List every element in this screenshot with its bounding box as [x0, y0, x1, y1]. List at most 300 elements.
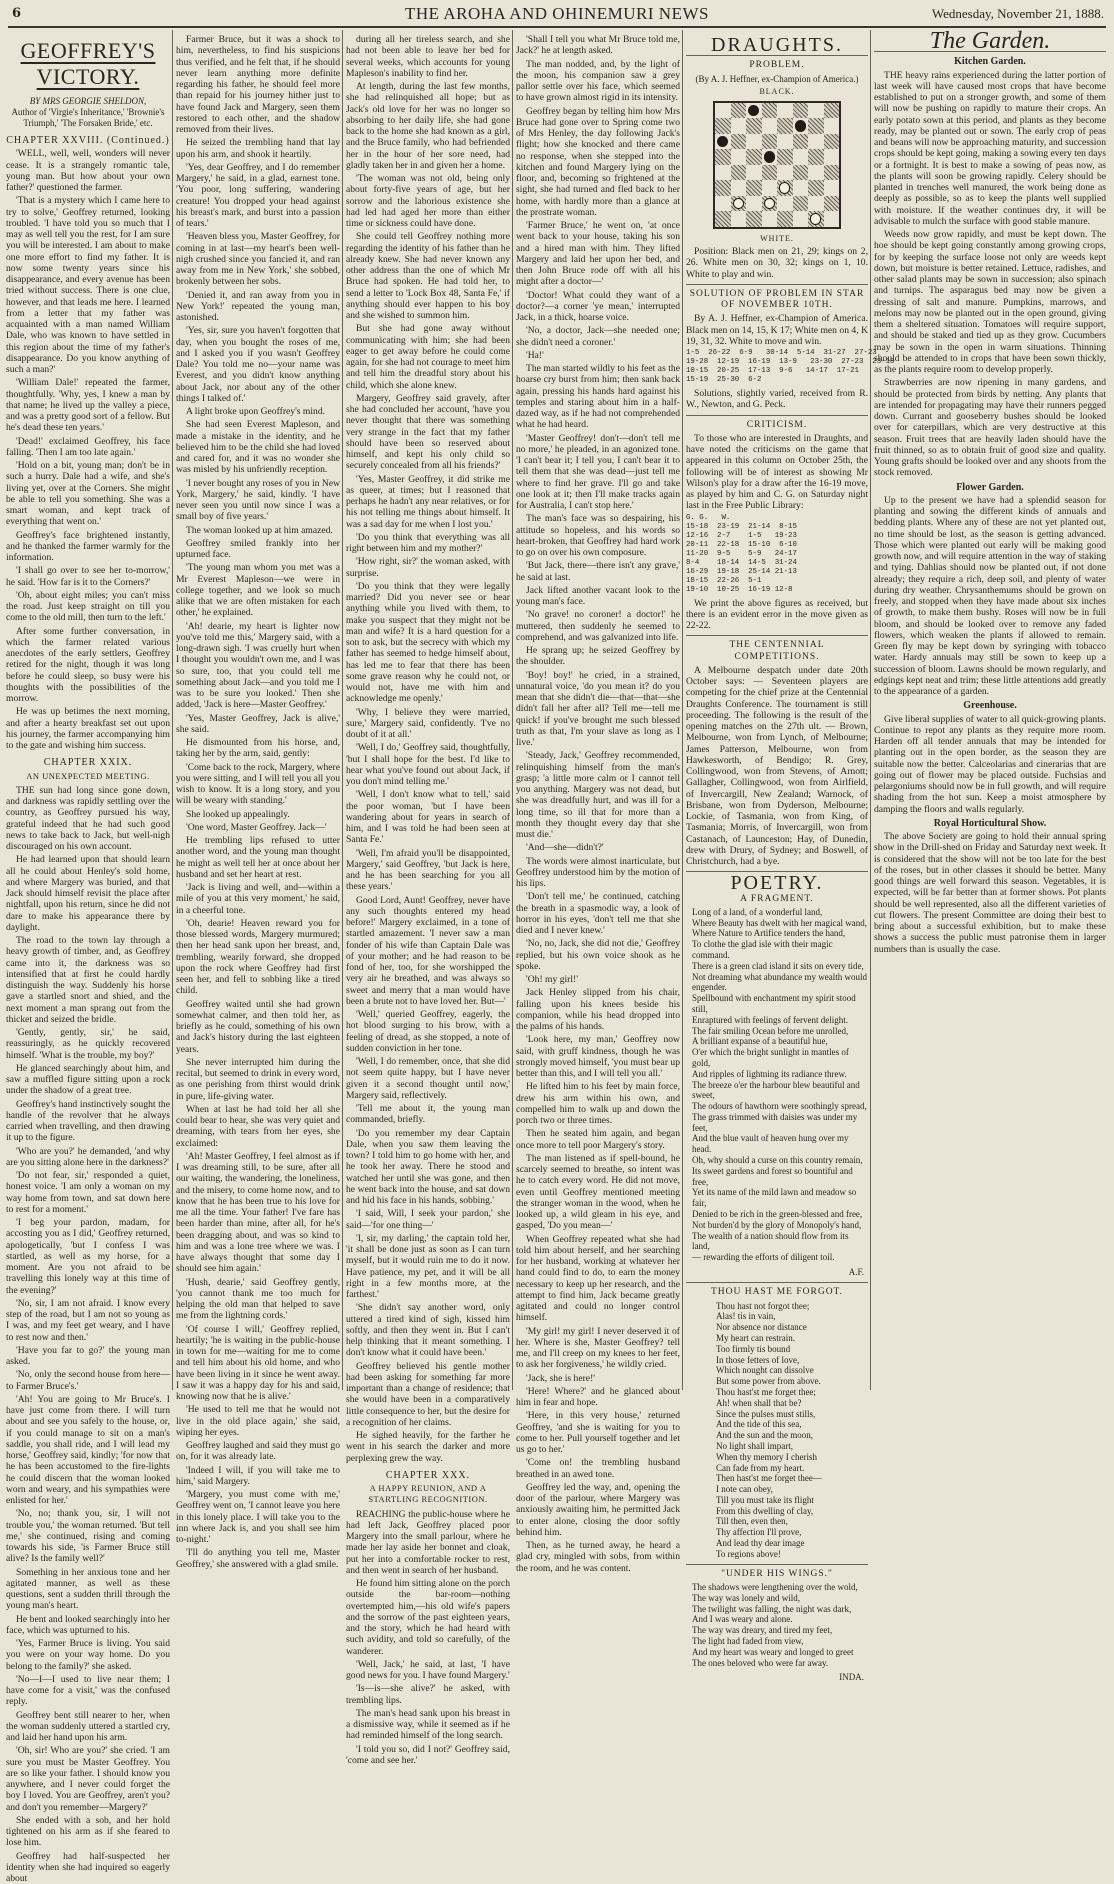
paragraph: He had learned upon that should learn all he could about Henley's sold home, and where Margery was buried, and that Jack should himself revisit the place after nightfall, upon his return, since he did not dare to make his appearance there by daylight.: [6, 854, 170, 933]
paragraph: 'Well, I do remember, once, that she did not seem quite happy, but I have never given it a second thought until now,' Margery said, reflectively.: [346, 1056, 510, 1101]
verse-line: The shadows were lengthening over the wold,: [692, 1582, 868, 1593]
white-piece: [810, 213, 821, 224]
board-square: [731, 196, 747, 212]
paragraph: 'Jack is living and well, and—within a mile of you at this very moment,' he said, in a cheerful tone.: [176, 882, 340, 916]
paragraph: 'Farmer Bruce,' he went on, 'at once went back to your house, taking his son and a hired man with him. They lifted Margery and laid her upon her bed, and then John Bruce rode off with all his might after a doctor—': [516, 220, 680, 288]
paragraph: 'Well, I don't know what to tell,' said the poor woman, 'but I have been wandering about for years in search of him, and I was told he had been seen at Santa Fe.': [346, 789, 510, 845]
draughts-board: [713, 101, 841, 229]
board-square: [715, 165, 731, 181]
board-square: [731, 149, 747, 165]
verse-line: But some power from above.: [716, 1376, 868, 1387]
verse-line: And I was weary and alone.: [692, 1614, 868, 1625]
paragraph: Geoffrey smiled frankly into her upturned face.: [176, 538, 340, 561]
board-square: [762, 211, 778, 227]
poem-title: "UNDER HIS WINGS.": [686, 1569, 868, 1580]
verse-line: Ah! when shall that be?: [716, 1398, 868, 1409]
paragraph: 'Don't tell me,' he continued, catching the breath in a spasmodic way, a look of horror in his eyes, 'don't tell me that she died and I never knew.': [516, 891, 680, 936]
verse-line: In those fetters of love,: [716, 1355, 868, 1366]
verse-line: The odours of hawthorn were soothingly spread,: [692, 1101, 868, 1112]
criticism-note: We print the above figures as received, but there is an evident error in the move given as 22-22.: [686, 598, 868, 632]
paragraph: THE heavy rains experienced during the latter portion of last week will have caused most crops that have become established to put on a stronger growth, and some of them will now be pushing on rapidly to mature their crops. An early potato sown at this period, and plants as they become ready, may be planted out or sown. The early crop of peas and beans will now be approaching maturity, and succession crops should be kept going, making a sowing every ten days or a fortnight. It is best to make a sowing of peas now, as the plants will soon be growing rapidly. Celery should be planted in trenches well manured, the work being done as deeply as possible, so as to keep the plants well supplied with moisture. If the weather continues dry, it will be advisable to mulch the surface with good stable manure.: [874, 70, 1106, 228]
white-piece: [764, 198, 775, 209]
board-square: [824, 165, 840, 181]
verse-line: Thy affection I'll prove,: [716, 1527, 868, 1538]
solution-note: Solutions, slightly varied, received from R. W., Newton, and G. Peck.: [686, 388, 868, 411]
paragraph: 'Who are you?' he demanded, 'and why are you sitting alone here in the darkness?': [6, 1146, 170, 1169]
divider: [686, 284, 868, 285]
paragraph: 'Yes, Farmer Bruce is living. You said you were on your way home. Do you belong to the family?' she asked.: [6, 1638, 170, 1672]
board-square: [746, 149, 762, 165]
paragraph: Jack lifted another vacant look to the young man's face.: [516, 585, 680, 608]
column-divider: [682, 30, 683, 1390]
paragraph: But she had gone away without communicating with him; she had been eager to get away before he could come again, for she had not courage to meet him and tell him the dreadful story about his child, which she alone knew.: [346, 323, 510, 391]
paragraph: Geoffrey's hand instinctively sought the handle of the revolver that he always carried when travelling, and then drawing it up to the figure.: [6, 1099, 170, 1144]
board-square: [762, 196, 778, 212]
board-square: [793, 211, 809, 227]
verse-line: To regions above!: [716, 1549, 868, 1560]
paragraph: The words were almost inarticulate, but Geoffrey understood him by the motion of his lips.: [516, 856, 680, 890]
divider: [686, 415, 868, 416]
board-square: [762, 165, 778, 181]
paragraph: The road to the town lay through a heavy growth of timber, and, as Geoffrey came into it, the darkness was so intensified that at first he could hardly distinguish the way. Suddenly his horse gave a startled snort and shied, and the next moment a man sprang out from the thicket and seized the bridle.: [6, 935, 170, 1025]
board-square: [793, 180, 809, 196]
divider: [686, 635, 868, 636]
verse-line: Yet its name of the mild lawn and meadow so fair,: [692, 1187, 868, 1209]
paragraph: 'Oh! my girl!': [516, 974, 680, 985]
column-divider: [172, 30, 173, 1390]
board-square: [746, 103, 762, 119]
verse-line: Alas! tis in vain,: [716, 1311, 868, 1322]
paragraph: 'And—she—didn't?': [516, 842, 680, 853]
paragraph: The man nodded, and, by the light of the moon, his companion saw a grey pallor settle over his face, which seemed to have grown almost rigid in its intensity.: [516, 59, 680, 104]
paragraph: 'Yes, Master Geoffrey, it did strike me as queer, at times; but I reasoned that perhaps he hadn't any near relatives, or for his not telling me things about himself. It was a sad day for me when I lost you.': [346, 474, 510, 530]
verse-line: A brilliant expanse of a beautiful hue,: [692, 1036, 868, 1047]
paragraph: REACHING the public-house where he had left Jack, Geoffrey placed poor Margery into the small parlour, where he made her lay aside her bonnet and cloak, put her into a comfortable rocker to rest, and then went in search of her husband.: [346, 1509, 510, 1577]
poem-verse: [692, 1582, 868, 1668]
paragraph: He dismounted from his horse, and, taking her by the arm, said, gently:: [176, 737, 340, 760]
verse-line: Enraptured with feelings of fervent delight.: [692, 1015, 868, 1026]
verse-line: Denied to be rich in the green-blessed and free,: [692, 1209, 868, 1220]
story-text: [346, 34, 510, 1464]
board-square: [793, 103, 809, 119]
verse-line: Can fade from my heart.: [716, 1463, 868, 1474]
paragraph: 'No, no, Jack, she did not die,' Geoffrey replied, but his own voice shook as he spoke.: [516, 938, 680, 972]
black-piece: [748, 105, 759, 116]
board-square: [715, 118, 731, 134]
board-square: [793, 134, 809, 150]
paragraph: 'WELL, well, well, wonders will never cease. It is a strangely romantic tale, young man. But how about your own father?' questioned the farmer.: [6, 148, 170, 193]
paragraph: She never interrupted him during the recital, but seemed to drink in every word, as one perishing from thirst would drink in pure, life-giving water.: [176, 1057, 340, 1102]
board-square: [824, 118, 840, 134]
paragraph: 'I never bought any roses of you in New York, Margery,' he said, kindly. 'I have never seen you until now since I was a small boy of five years.': [176, 478, 340, 523]
paragraph: 'I'll do anything you tell me, Master Geoffrey,' she answered with a glad smile.: [176, 1547, 340, 1570]
garden-text: [874, 495, 1106, 698]
paragraph: The man listened as if spell-bound, he scarcely seemed to breathe, so intent was he to catch every word. He did not move, even until Geoffrey mentioned meeting the stranger woman in the wood, when he looked up, a wild gleam in his eye, and gasped, 'Do you mean—': [516, 1153, 680, 1232]
paragraph: He seized the trembling hand that lay upon his arm, and shook it heartily.: [176, 137, 340, 160]
board-square: [715, 103, 731, 119]
column-1: [6, 34, 170, 1386]
verse-line: And lead thy dear image: [716, 1538, 868, 1549]
white-label: WHITE.: [686, 233, 868, 244]
story-text: [516, 34, 680, 1574]
paragraph: 'Hush, dearie,' said Geoffrey gently, 'you cannot thank me too much for helping the old man that helped to save me from the lightning cords.': [176, 1277, 340, 1322]
paragraph: 'No, only the second house from here—to Farmer Bruce's.': [6, 1369, 170, 1392]
board-square: [731, 134, 747, 150]
board-square: [731, 103, 747, 119]
poem-title: A FRAGMENT.: [686, 894, 868, 905]
black-piece: [795, 120, 806, 131]
poem-verse: [716, 1301, 868, 1560]
garden-text: [874, 714, 1106, 815]
board-square: [808, 211, 824, 227]
paragraph: Geoffrey bent still nearer to her, when the woman suddenly uttered a startled cry, and laid her hand upon his arm.: [6, 1710, 170, 1744]
board-square: [715, 211, 731, 227]
board-square: [793, 149, 809, 165]
paragraph: 'No grave! no coroner! a doctor!' he muttered, then suddenly he seemed to comprehend, and was galvanized into life.: [516, 609, 680, 643]
paragraph: Geoffrey had half-suspected her identity when she had inquired so eagerly about: [6, 1851, 170, 1884]
paragraph: He lifted him to his feet by main force, drew his arm within his own, and compelled him to walk up and down the porch two or three times.: [516, 1081, 680, 1126]
board-square: [731, 165, 747, 181]
story-text: [6, 785, 170, 1884]
board-square: [808, 180, 824, 196]
paragraph: 'Tell me about it, the young man commanded, briefly.: [346, 1103, 510, 1126]
board-square: [777, 149, 793, 165]
paragraph: 'Here! Where?' and he glanced about him in fear and hope.: [516, 1386, 680, 1409]
paragraph: The above Society are going to hold their annual spring show in the Drill-shed on Friday and Saturday next week. It is considered that the show will not be too late for the best of the roses, but in other classes it should be better. Many good things are well forward this season. Vegetables, it is expected, will be far better than at former shows. Pot plants should be well represented, also all the different varieties of cut flowers. The present Committee are doing their best to bring about a successful exhibition, but to make these shows a success the public must patronise them in larger numbers than is usually the case.: [874, 831, 1106, 955]
paragraph: Something in her anxious tone and her agitated manner, as well as these questions, sent a sudden thrill through the young man's heart.: [6, 1567, 170, 1612]
paragraph: Strawberries are now ripening in many gardens, and should be protected from birds by netting. Any plants that are intended for propagating may have their runners pegged down. Currant and gooseberry bushes should be looked over for caterpillars, which are very destructive at this season. Fruit trees that are heavily laden should have the fruit thinned, so as to obtain fruit of good size and quality. Young grafts should be looked over and any shoots from the stock removed.: [874, 377, 1106, 478]
paragraph: He bent and looked searchingly into her face, which was upturned to his.: [6, 1614, 170, 1637]
paragraph: She had seen Everest Mapleson, and made a mistake in the identity, and he believed him to be the child she had loved and cared for, and it was no wonder she was misled by his unfriendly reception.: [176, 419, 340, 475]
paragraph: 'Ha!': [516, 350, 680, 361]
story-text: [6, 148, 170, 751]
board-square: [824, 103, 840, 119]
issue-date: Wednesday, November 21, 1888.: [932, 6, 1104, 22]
verse-line: Which nought can dissolve: [716, 1365, 868, 1376]
board-square: [793, 196, 809, 212]
verse-line: And the tide of this sea,: [716, 1419, 868, 1430]
verse-line: — rewarding the efforts of diligent toil.: [692, 1252, 868, 1263]
divider: [686, 1282, 868, 1283]
paragraph: 'Dead!' exclaimed Geoffrey, his face falling. 'Then I am too late again.': [6, 436, 170, 459]
verse-line: The way was lonely and wild,: [692, 1593, 868, 1604]
solution-text: By A. J. Heffner, ex-Champion of America. Black men on 14, 15, K 17; White men on 4, K 19, 31, 32. White to move and win.: [686, 313, 868, 347]
column-2: [176, 34, 340, 1386]
paragraph: 'Ah! You are going to Mr Bruce's. I have just come from there. I will turn about and see you safely to the house, or, if you could manage to sit on a man's saddle, you shall ride, and I will lead my horse,' Geoffrey said, kindly; 'for now that he has been accustomed to the fire-lights he could discern that the woman looked worn and weary, and his sympathies were enlisted for her.': [6, 1394, 170, 1507]
paragraph: 'Margery, you must come with me,' Geoffrey went on, 'I cannot leave you here in this lonely place. I will take you to the inn where Jack is, and you shall see him to-night.': [176, 1489, 340, 1545]
chapter-subtitle: AN UNEXPECTED MEETING.: [6, 771, 170, 782]
paragraph: 'Denied it, and ran away from you in New York!' repeated the young man, astonished.: [176, 290, 340, 324]
problem-position: Position: Black men on 21, 29; kings on 2, 26. White men on 30, 32; kings on 1, 10. White to play and win.: [686, 246, 868, 280]
paragraph: 'Jack, she is here!': [516, 1373, 680, 1384]
verse-line: Oh, why should a curse on this country remain,: [692, 1155, 868, 1166]
board-square: [746, 196, 762, 212]
paragraph: 'No, no; thank you, sir, I will not trouble you,' the woman returned. 'But tell me,' she continued, rising and coming towards his side, 'is Farmer Bruce still alive? Is the family well?': [6, 1508, 170, 1564]
column-5: [686, 34, 868, 1386]
board-square: [731, 180, 747, 196]
paragraph: 'Oh, sir! Who are you?' she cried. 'I am sure you must be Master Geoffrey. You are so like your father. I should know you anywhere, and I never could forget the boy I loved. You are Geoffrey, aren't you? and don't you remember—Margery?': [6, 1745, 170, 1813]
paragraph: He was up betimes the next morning, and after a hearty breakfast set out upon his journey, the farmer accompanying him to the gate and wishing him success.: [6, 706, 170, 751]
paragraph: 'Come on! the trembling husband breathed in an awed tone.: [516, 1457, 680, 1480]
problem-label: PROBLEM.: [686, 60, 868, 71]
board-square: [777, 134, 793, 150]
verse-line: No light shall impart,: [716, 1441, 868, 1452]
verse-line: Thou hast not forgot thee;: [716, 1301, 868, 1312]
verse-line: Its sweet gardens and forest so bountiful and free,: [692, 1166, 868, 1188]
paragraph: 'Do you think that they were legally married? Did you never see or hear anything while you lived with them, to make you suspect that they might not be man and wife? It is a hard question for a son to ask, but the secrecy with which my father has seemed to hedge himself about, has led me to fear that there has been some grave reason why he could not, or would not, have me with him and acknowledge me openly.': [346, 581, 510, 705]
paragraph: 'Hold on a bit, young man; don't be in such a hurry. Dale had a wife, and she's living yet, over at the Corners. She might be able to tell you something. She was a smart woman, and kept track of everything that went on.': [6, 460, 170, 528]
verse-line: Since the pulses must stills,: [716, 1409, 868, 1420]
poem-title: THOU HAST ME FORGOT.: [686, 1287, 868, 1298]
verse-line: Not burden'd by the glory of Monopoly's hand,: [692, 1220, 868, 1231]
verse-line: When thy memory I cherish: [716, 1452, 868, 1463]
paragraph: 'Is—is—she alive?' he asked, with trembling lips.: [346, 1683, 510, 1706]
board-square: [808, 118, 824, 134]
verse-line: Nor absence nor distance: [716, 1322, 868, 1333]
garden-title: The Garden.: [874, 36, 1106, 47]
board-square: [824, 211, 840, 227]
board-square: [762, 118, 778, 134]
masthead: [0, 0, 1114, 26]
paragraph: 'Yes, dear Geoffrey, and I do remember Margery,' he said, in a glad, earnest tone. 'You poor, long suffering, wandering creature! You dropped your head against his breast's mark, and burst into a passion of tears.': [176, 162, 340, 230]
board-square: [777, 118, 793, 134]
board-square: [793, 118, 809, 134]
solution-moves: 1-5 26-22 6-9 30-14 5-14 31-27 27-23 19-28 12-19 16-19 13-9 23-30 27-23 23-18 10-15 20-25 17-13 9-6 14-17 17-21 15-19 25-30 6-2: [686, 349, 868, 385]
verse-line: The fair smiling Ocean before me unrolled,: [692, 1026, 868, 1037]
newspaper-title: THE AROHA AND OHINEMURI NEWS: [0, 4, 1114, 24]
paragraph: Give liberal supplies of water to all quick-growing plants. Continue to repot any plants as they require more room. Harden off all tender annuals that may be intended for planting out in the open border, as the season they are suitable now the better. Calceolarias and cinerarias that are going out of flower may be placed outside. Fuchsias and pelargoniums should now be in full growth, and will require shading from the hot sun. Keep a moist atmosphere by damping the floors and walls regularly.: [874, 714, 1106, 815]
verse-line: Not dreaming what abundance my wealth would engender.: [692, 972, 868, 994]
paragraph: 'I told you so, did I not?' Geoffrey said, 'come and see her.': [346, 1744, 510, 1767]
paragraph: He glanced searchingly about him, and saw a muffled figure sitting upon a rock under the shadow of a great tree.: [6, 1063, 170, 1097]
solution-title: SOLUTION OF PROBLEM IN STAR OF NOVEMBER 10TH.: [686, 289, 868, 312]
verse-line: Too firmly tis bound: [716, 1344, 868, 1355]
paragraph: 'No, a doctor, Jack—she needed one; she didn't need a coroner.': [516, 325, 680, 348]
paragraph: 'That is a mystery which I came here to try to solve,' Geoffrey returned, looking troubled. 'I have told you so much that I may as well tell you the rest, for I am sure you will be interested. I am about to make one more effort to find my father. It is now some twenty years since his disappearance, and every avenue has been tried without success. There is one clue, however, and that leads me here. I learned from a letter that my father was acquainted with a man named William Dale, who was known to have settled in this region about the time of my father's disappearance. Do you know anything of such a man?': [6, 195, 170, 375]
board-square: [824, 134, 840, 150]
verse-line: O'er which the bright sunlight in mantles of gold,: [692, 1047, 868, 1069]
paragraph: 'Well, Jack,' he said, at last, 'I have good news for you. I have found Margery.': [346, 1659, 510, 1682]
verse-line: Where Beauty has dwelt with her magical wand,: [692, 918, 868, 929]
paragraph: The man's face was so despairing, his attitude so hopeless, and his words so heart-broken, that Geoffrey had hard work to go on over his own composure.: [516, 513, 680, 558]
paragraph: 'Look here, my man,' Geoffrey now said, with gruff kindness, though he was strongly moved himself, 'you must bear up better than this, and I will tell you all.': [516, 1034, 680, 1079]
board-square: [762, 103, 778, 119]
paragraph: Margery, Geoffrey said gravely, after she had concluded her account, 'have you never thought that there was something very strange in the fact that my father should have been so reserved about himself, and kept his only child so securely concealed from all his friends?': [346, 393, 510, 472]
section-heading: Royal Horticultural Show.: [874, 818, 1106, 829]
divider: [686, 1564, 868, 1565]
paragraph: Geoffrey led the way, and, opening the door of the parlour, where Margery was anxiously awaiting him, he permitted Jack to enter alone, closing the door softly behind him.: [516, 1482, 680, 1538]
verse-line: Till then, even then,: [716, 1516, 868, 1527]
paragraph: 'Well,' queried Geoffrey, eagerly, the hot blood surging to his brow, with a feeling of dread, as she stopped, a note of sudden conviction in her tone.: [346, 1009, 510, 1054]
verse-line: The breeze o'er the harbour blew beautiful and sweet,: [692, 1080, 868, 1102]
section-heading: Kitchen Garden.: [874, 56, 1106, 67]
problem-author: (By A. J. Heffner, ex-Champion of America.): [686, 74, 868, 85]
paragraph: Up to the present we have had a splendid season for planting and sowing the different kinds of annuals and bedding plants. Where any of these are not yet planted out, no time should be lost, as the season is getting advanced. Those which were planted out early will be making good growth now, and will require attention in the way of staking and tying. Dahlias should now be planted out, if not done already; they require a rich, deep soil, and plenty of water during dry weather. Chrysanthemums should be grown on freely, and stopped when they have made about six inches of growth, to make them bushy. Roses will now be in full bloom, and should be looked over to remove any faded flowers, which weaken the plants if allowed to remain. Green fly may be kept down by syringing with tobacco water. Hardy annuals may still be sown to keep up a succession of bloom. Lawns should be mown regularly, and edgings kept neat and trim; these little attentions add greatly to the appearance of a garden.: [874, 495, 1106, 698]
verse-line: And the blue vault of heaven hung over my head.: [692, 1133, 868, 1155]
paragraph: The man's head sank upon his breast in a dismissive way, while it seemed as if he had reminded himself of the long search.: [346, 1708, 510, 1742]
board-square: [762, 149, 778, 165]
paragraph: Geoffrey laughed and said they must go on, for it was already late.: [176, 1440, 340, 1463]
paragraph: She looked up appealingly.: [176, 809, 340, 820]
paragraph: When Geoffrey repeated what she had told him about herself, and her searching for her husband, working at whatever her hand could find to do, to earn the money necessary to keep up her research, and the attempt to find him, Jack became greatly agitated and could no longer control himself.: [516, 1234, 680, 1324]
paragraph: 'Yes, sir, sure you haven't forgotten that day, when you bought the roses of me, and I asked you if you wasn't Geoffrey Dale? You told me no—your name was Everest, and you didn't know anything about Jack, nor about any of the other things I talked of.': [176, 325, 340, 404]
paragraph: 'I, sir, my darling,' the captain told her, 'it shall be done just as soon as I can turn myself, but it would ruin me to do it now. Have patience, my pet, and it will be all right in a few months more, at the farthest.': [346, 1233, 510, 1301]
verse-line: Where Nature to Artifice tenders the hand,: [692, 928, 868, 939]
paragraph: 'Of course I will,' Geoffrey replied, heartily; 'he is waiting in the public-house in town for me—waiting for me to come and tell him about his old home, and who have been living in it since he went away. I saw it was a happy day for his and said, knowing now that he is alive.': [176, 1324, 340, 1403]
verse-line: The way was dreary, and tired my feet,: [692, 1625, 868, 1636]
paragraph: 'Yes, Master Geoffrey, Jack is alive,' she said.: [176, 713, 340, 736]
verse-line: Long of a land, of a wonderful land,: [692, 907, 868, 918]
board-square: [762, 180, 778, 196]
paragraph: 'Do not fear, sir,' responded a quiet, honest voice. 'I am only a woman on my way home from town, and sat down here to rest for a moment.': [6, 1170, 170, 1215]
board-square: [746, 134, 762, 150]
paragraph: 'No, sir, I am not afraid. I know every step of the road, but I am not so young as I was, and my feet get weary, and I have to rest now and then.': [6, 1298, 170, 1343]
column-6: [874, 34, 1106, 1386]
board-square: [715, 134, 731, 150]
verse-line: Then hast'st me forget thee—: [716, 1473, 868, 1484]
verse-line: The wealth of a nation should flow from its land,: [692, 1231, 868, 1253]
verse-line: Thou hast'st me forget thee;: [716, 1387, 868, 1398]
paragraph: 'Ah! Master Geoffrey, I feel almost as if I was dreaming still, to be sure, after all our waiting, the wandering, the loneliness, and the misery, to come home now, and to know that he has been true to his love for me all the time. Your father! I've fare has been harder than mine, after all, for he's been dragging about, and was so kind to him and was a lone tree where we was. I have always thought that some day I should see him again.': [176, 1151, 340, 1275]
chapter-subtitle: A HAPPY REUNION, AND A STARTLING RECOGNITION.: [346, 1483, 510, 1506]
paragraph: 'Have you far to go?' the young man asked.: [6, 1345, 170, 1368]
verse-line: The grass trimmed with daisies was under my feet,: [692, 1112, 868, 1134]
verse-line: To clothe the glad isle with their magic command.: [692, 939, 868, 961]
poem-signature: INDA.: [686, 1672, 864, 1683]
criticism-text: To those who are interested in Draughts, and have noted the criticisms on the game that appeared in this column on October 25th, the following will be of interest as showing Mr Wilson's play for a draw after the 16-19 move, as played by him and C. G. on Saturday night last in the Free Public Library:: [686, 433, 868, 512]
paragraph: She ended with a sob, and her hold tightened on his arm as if she feared to lose him.: [6, 1815, 170, 1849]
paragraph: 'Doctor! What could they want of a doctor?—a corner 'ye mean,' interrupted Jack, in a thick, hoarse voice.: [516, 290, 680, 324]
white-piece: [779, 182, 790, 193]
paragraph: He sprang up; he seized Geoffrey by the shoulder.: [516, 645, 680, 668]
verse-line: There is a green clad island it sits on every tide,: [692, 961, 868, 972]
criticism-moves: G. G. W. 15-18 23-19 21-14 8-15 12-16 2-7 1-5 19-23 20-11 22-18 15-10 6-10 11-20 9-5 5-9 24-17 8-4 18-14 14-5 31-24 16-29 19-18 25-14 21-13 18-15 22-26 5-1 19-10 10-25 16-19 12-8: [686, 514, 868, 595]
column-divider: [342, 30, 343, 1390]
board-square: [777, 165, 793, 181]
board-square: [746, 211, 762, 227]
paragraph: 'Heaven bless you, Master Geoffrey, for coming in at last—my heart's been well-nigh crushed since you fancied it, and ran away from me in New York,' she sobbed, brokenly between her sobs.: [176, 231, 340, 287]
paragraph: 'Do you think that everything was all right between him and my mother?': [346, 532, 510, 555]
criticism-title: CRITICISM.: [686, 420, 868, 431]
paragraph: He trembling lips refused to utter another word, and the young man thought he might as well tell her at once about her husband and set her heart at rest.: [176, 835, 340, 880]
paragraph: Geoffrey began by telling him how Mrs Bruce had gone over to Spring come two of Mrs Henley, the day following Jack's flight; how she knocked and there came no response, when she stepped into the kitchen and found Margery lying on the floor, and, becoming so frightened at the sight, she had turned and fled back to her home, with hardly more than a glance at the prostrate woman.: [516, 106, 680, 219]
chapter-heading: CHAPTER XXVIII. (Continued.): [6, 135, 170, 146]
verse-line: The light had faded from view,: [692, 1636, 868, 1647]
board-square: [715, 196, 731, 212]
paragraph: 'Well, I do,' Geoffrey said, thoughtfully, 'but I shall hope for the best. I'd like to hear what you've found out about Jack, if you don't mind telling me.': [346, 742, 510, 787]
paragraph: 'My girl! my girl! I never deserved it of her. Where is she, Master Geoffrey? tell me, and I'll creep on my knees to her feet, to ask her forgiveness,' he wildly cried.: [516, 1326, 680, 1371]
board-square: [824, 196, 840, 212]
board-square: [777, 180, 793, 196]
chapter-heading: CHAPTER XXIX.: [6, 757, 170, 768]
page-number: 6: [12, 6, 21, 21]
paragraph: She could tell Geoffrey nothing more regarding the identity of his father than he already knew. She had never known any other address than the one of which Mr Bruce had spoken. He had told her, to send a letter to 'Lock Box 48, Santa Fe,' if anything should ever happen to his boy and she wished to summon him.: [346, 231, 510, 321]
paragraph: 'I beg your pardon, madam, for accosting you as I did,' Geoffrey returned, apologetically, 'but I confess I was startled, as well as my horse, for a moment. Are you not afraid to be travelling this lonely way at this time of the evening?': [6, 1217, 170, 1296]
paragraph: Geoffrey believed his gentle mother had been asking for something far more important than a change of residence; that she would have been in a comparatively little consequence to her, but the desire for a recognition of her claims.: [346, 1361, 510, 1429]
paragraph: THE sun had long since gone down, and darkness was rapidly settling over the country, as Geoffrey pursued his way, grateful indeed that he had such good news to take back to Jack, but well-nigh discouraged on his own account.: [6, 785, 170, 853]
paragraph: A light broke upon Geoffrey's mind.: [176, 406, 340, 417]
paragraph: Farmer Bruce, but it was a shock to him, nevertheless, to find his suspicions thus verified, and he felt that, if he should never learn anything more definite regarding his father, he should feel more than repaid for his journey hither just to have found Jack and Margery, seen them restored to each other, and the shadow removed from their lives.: [176, 34, 340, 135]
paragraph: Geoffrey's face brightened instantly, and he thanked the farmer warmly for the information.: [6, 530, 170, 564]
section-heading: Greenhouse.: [874, 700, 1106, 711]
paragraph: 'No—I—I used to live near them; I have come for a visit,' was the confused reply.: [6, 1674, 170, 1708]
paragraph: 'The woman was not old, being only about forty-five years of age, but her sorrow and the laborious existence she had led had aged her more than either time or sickness could have done.: [346, 173, 510, 229]
paragraph: 'But Jack, there—there isn't any grave,' he said at last.: [516, 560, 680, 583]
paragraph: 'Why, I believe they were married, sure,' Margery said, confidently. 'I've no doubt of it at all.': [346, 707, 510, 741]
poetry-title: POETRY.: [686, 878, 868, 889]
garden-text: [874, 70, 1106, 479]
paragraph: The woman looked up at him amazed.: [176, 525, 340, 536]
paragraph: 'Shall I tell you what Mr Bruce told me, Jack?' he at length asked.: [516, 34, 680, 57]
paragraph: At length, during the last few months, she had relinquished all hope; but as Jack's old love for her was no longer so absorbing to her daily life, she had gone back to the home she had known as a girl, and the Bruce family, who had befriended her in the hour of her sore need, had gladly taken her in and given her a home.: [346, 81, 510, 171]
paragraph: 'William Dale!' repeated the farmer, thoughtfully. 'Why, yes, I knew a man by that name; he lived up the valley a piece, and was a pretty good sort of a fellow. But he's dead these ten years.': [6, 377, 170, 433]
byline-credits: Author of 'Virgie's Inheritance,' 'Brownie's Triumph,' 'The Forsaken Bride,' etc.: [6, 107, 170, 129]
paragraph: 'I said, Will, I seek your pardon,' she said—'for one thing—': [346, 1208, 510, 1231]
board-square: [777, 211, 793, 227]
black-label: BLACK.: [686, 86, 868, 97]
paragraph: 'One word, Master Geoffrey. Jack—': [176, 822, 340, 833]
column-4: [516, 34, 680, 1386]
board-square: [824, 180, 840, 196]
verse-line: And ripples of lightning its radiance threw.: [692, 1069, 868, 1080]
black-piece: [764, 151, 775, 162]
paragraph: 'Do you remember my dear Captain Dale, when you saw them leaving the town? I told him to go home with her, and he took her away. There he stood and watched her until she was gone, and then he went back into the house, and sat down and hid his face in his hands, sobbing.': [346, 1128, 510, 1207]
centennial-text: A Melbourne despatch under date 20th October says: — Seventeen players are competing for the chief prize at the Centennial Draughts Conference. The tournament is still proceeding. The following is the result of the opening matches on the 27th ult. — Brown, Melbourne, won from Lynch, of Melbourne; James Patterson, Melbourne, won from Hawkesworth, of Bendigo; R. Grey, Collingwood, won from Stevens, of Arnott; Gallagher, Collingwood, won from Airlfield, of Invercargill, New Zealand; Warnock, of Brisbane, won from Dyderson, Melbourne; Lockie, of Tasmania, won from King, of Tasmania; Morris, of Invercargill, won from Castanach, of Launceston; Hay, of Dunedin, drew with Drury, of Sydney; and Boswell, of Christchurch, had a bye.: [686, 665, 868, 868]
column-3: [346, 34, 510, 1386]
white-piece: [733, 198, 744, 209]
paragraph: 'Here, in this very house,' returned Geoffrey, 'and she is waiting for you to come to her. Pull yourself together and let us go to her.': [516, 1410, 680, 1455]
column-divider: [512, 30, 513, 1390]
paragraph: 'How right, sir?' the woman asked, with surprise.: [346, 556, 510, 579]
board-square: [824, 149, 840, 165]
draughts-title: DRAUGHTS.: [686, 40, 868, 51]
story-text: [176, 34, 340, 1570]
paragraph: Geoffrey waited until she had grown somewhat calmer, and then told her, as briefly as he could, something of his own and Jack's history during the last eighteen years.: [176, 999, 340, 1055]
paragraph: Jack Henley slipped from his chair, falling upon his knees beside his companion, while his head dropped into the palms of his hands.: [516, 987, 680, 1032]
paragraph: He found him sitting alone on the porch outside the bar-room—nothing overtempted him,—his old wife's papers and the sorrow of the past eighteen years, and the story, which he had heard with such avidity, and told so carefully, of the wanderer.: [346, 1578, 510, 1657]
board-square: [762, 134, 778, 150]
paragraph: during all her tireless search, and she had not been able to leave her bed for several weeks, which accounts for young Mapleson's inability to find her.: [346, 34, 510, 79]
paragraph: 'The young man whom you met was a Mr Everest Mapleson—we were in college together, and we look so much alike that we are often mistaken for each other,' he explained.: [176, 562, 340, 618]
paragraph: 'Oh, about eight miles; you can't miss the road. Just keep straight on till you come to the old mill, then turn to the left.': [6, 590, 170, 624]
paragraph: 'She didn't say another word, only uttered a tired kind of sigh, kissed him softly, and then they went in. But I can't help thinking that it meant something. I don't know what it could have been.': [346, 1302, 510, 1358]
board-square: [746, 180, 762, 196]
garden-text: [874, 831, 1106, 955]
board-square: [808, 165, 824, 181]
section-heading: Flower Garden.: [874, 482, 1106, 493]
verse-line: Spellbound with enchantment my spirit stood still,: [692, 993, 868, 1015]
board-square: [777, 103, 793, 119]
column-divider: [870, 30, 871, 1390]
paragraph: 'He used to tell me that he would not live in the old place again,' she said, wiping her eyes.: [176, 1404, 340, 1438]
centennial-title: THE CENTENNIAL COMPETITIONS.: [686, 640, 868, 663]
verse-line: Till you must take its flight: [716, 1495, 868, 1506]
chapter-heading: CHAPTER XXX.: [346, 1470, 510, 1481]
paragraph: Weeds now grow rapidly, and must be kept down. The hoe should be kept going constantly among growing crops, for by keeping the surface loose not only are weeds kept down, but moisture is better retained. Lettuce, radishes, and other salad plants may be sown in succession; also spinach and turnips. The asparagus bed may now be given a dressing of salt and manure. Pumpkins, marrows, and melons may now be planted out in the open ground, giving them a sheltered situation. Tomatoes will require support, and should be staked and tied up as they grow. Cucumbers may be sown in the open in warm situations. Thinning should be attended to in crops that have been sown thickly, as the plants require room to develop properly.: [874, 229, 1106, 375]
paragraph: 'Oh, dearie! Heaven reward you for those blessed words, Margery murmured; then her head sank upon her breast, and, trembling, wearily forward, she dropped upon the rock where Geoffrey had first seen her, and fell to sobbing like a tired child.: [176, 918, 340, 997]
paragraph: The man started wildly to his feet as the hoarse cry burst from him; then sank back again, pressing his hands hard against his temples and staring about him in a half-dazed way, as if he had not comprehended what he had heard.: [516, 363, 680, 431]
serial-title: GEOFFREY'S VICTORY.: [6, 38, 170, 90]
board-square: [746, 118, 762, 134]
paragraph: 'Come back to the rock, Margery, where you were sitting, and I will tell you all you wish to know. It is a long story, and you will be weary with standing.': [176, 762, 340, 807]
board-square: [777, 196, 793, 212]
poem-verse: [692, 907, 868, 1263]
verse-line: The ones beloved who were far away.: [692, 1658, 868, 1669]
paragraph: 'Master Geoffrey! don't—don't tell me no more,' he pleaded, in an agonized tone. 'I can't bear it; I tell you, I can't bear it to tell them that she was dead—just tell me where to find her grave. I'll go and take one look at it; then I'll make tracks again for Australia, I can't stop here.': [516, 433, 680, 512]
board-square: [808, 103, 824, 119]
paragraph: 'Ah! dearie, my heart is lighter now you've told me this,' Margery said, with a long-drawn sigh. 'I was cruelly hurt when I thought you wouldn't own me, and I was so sure, too, that you could tell me something about Jack—and you told me I was to be sure you looked.' Then she added, 'Jack is here—Master Geoffrey.': [176, 621, 340, 711]
paragraph: He sighed heavily, for the farther he went in his search the darker and more perplexing grew the way.: [346, 1430, 510, 1464]
